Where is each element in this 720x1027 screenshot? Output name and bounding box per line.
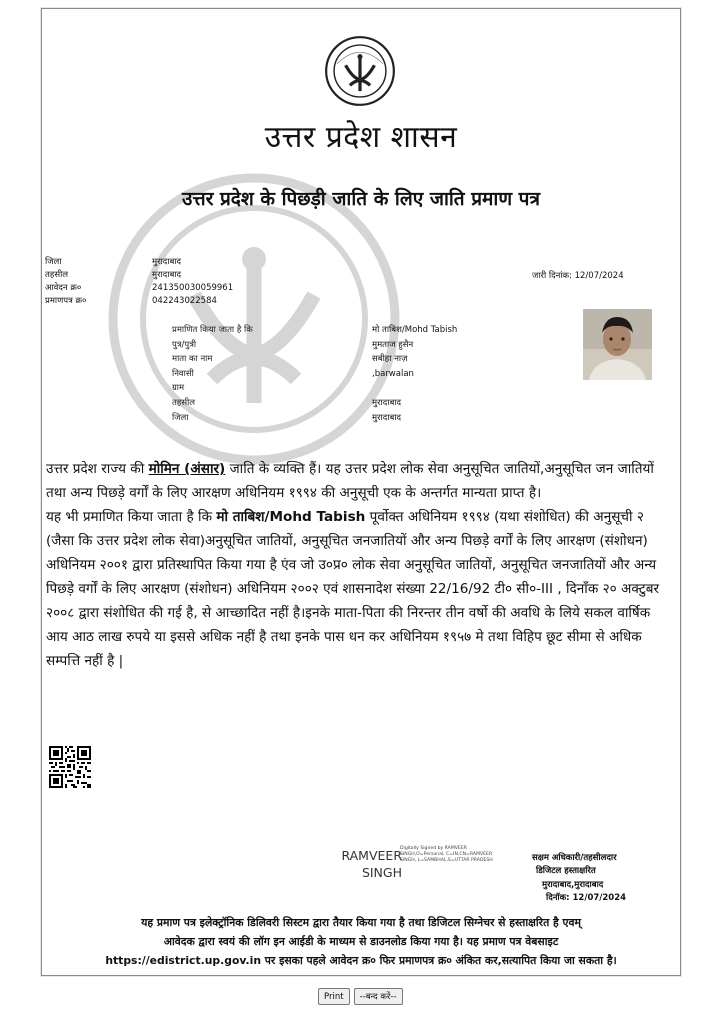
detail-labels — [172, 323, 253, 425]
officer-designation: सक्षम अधिकारी/तहसीलदार — [532, 853, 617, 863]
meta-label-application-no: आवेदन क्र० — [45, 283, 82, 293]
watermark-emblem-icon — [104, 169, 404, 469]
detail-value-mother: सबीहा नाज़ — [372, 354, 408, 365]
body-paragraph-1 — [46, 457, 676, 505]
up-emblem-icon — [324, 35, 396, 107]
body-text: यह भी प्रमाणित किया जाता है कि — [46, 509, 217, 525]
certificate-title: उत्तर प्रदेश के पिछड़ी जाति के लिए जाति प्रमाण पत्र — [182, 188, 540, 210]
body-paragraph-2 — [46, 505, 676, 673]
officer-location: मुरादाबाद,मुरादाबाद — [542, 879, 604, 890]
detail-label: निवासी — [172, 368, 194, 379]
detail-label: प्रमाणित किया जाता है कि — [172, 325, 253, 335]
body-text: पूर्वोक्त अधिनियम १९९४ (यथा संशोधित) की अनुसूची २ (जैसा कि उत्तर प्रदेश लोक सेवा)अनुसूचित जातियों, अनुसूचित जनजातियों और अन्य पिछड़े वर्गों के लिए आरक्षण (संशोधन) अधिनियम २००१ द्वारा प्रतिस्थापित किया गया है एंव जो उ०प्र० लोक सेवा अनुसूचित जातियों, अनुसूचित जनजातियों और अन्य पिछड़े वर्गों के लिए आरक्षण (संशोधन) अधिनियम २००२ एवं शासनादेश संख्या 22/16/92 टी० सी०-III , दिनाँक २० अक्टुबर २००८ द्वारा संशोधित की गई है, से आच्छादित नहीं है।इनके माता-पिता की निरन्तर तीन वर्षो की अवधि के लिये सकल वार्षिक आय आठ लाख रुपये या इससे अधिक नहीं है तथा इनके पास धन कर अधिनियम १९५७ मे तथा विहिप छूट सीमा से अधिक सम्पत्ति नहीं है | — [46, 509, 660, 669]
action-buttons — [318, 988, 403, 1005]
print-button[interactable]: Print — [318, 988, 350, 1005]
qr-code-icon[interactable] — [49, 746, 91, 788]
government-title: उत्तर प्रदेश शासन — [264, 120, 458, 155]
meta-values — [152, 256, 233, 308]
certificate-page — [41, 8, 681, 976]
issue-date: जारी दिनांक: 12/07/2024 — [532, 271, 624, 281]
detail-label: जिला — [172, 412, 189, 423]
meta-value-certificate-no: 042243022584 — [152, 296, 217, 306]
detail-label: तहसील — [172, 397, 196, 408]
detail-value-district: मुरादाबाद — [372, 412, 402, 423]
meta-value-tehsil: मुरादाबाद — [152, 270, 182, 280]
footer-line: https://edistrict.up.gov.in पर इसका पहले आवेदन क्र० फिर प्रमाणपत्र क्र० अंकित कर,सत्यापित किया जा सकता है। — [105, 954, 617, 967]
footer-line: यह प्रमाण पत्र इलेक्ट्रॉनिक डिलिवरी सिस्टम द्वारा तैयार किया गया है तथा डिजिटल सिग्नेचर से हस्ताक्षरित है एवम् — [141, 916, 581, 929]
signer-name — [332, 847, 402, 881]
detail-value-village — [372, 381, 457, 396]
caste-name: मोमिन (अंसार) — [148, 461, 226, 477]
footer-line: आवेदक द्वारा स्वयं की लॉग इन आईडी के माध्यम से डाउनलोड किया गया है। यह प्रमाण पत्र वेबसाइट — [163, 935, 559, 948]
meta-label-district: जिला — [45, 257, 62, 267]
detail-label: माता का नाम — [172, 354, 213, 365]
certificate-body — [46, 457, 676, 673]
detail-value-name: मो ताबिश/Mohd Tabish — [372, 325, 458, 335]
body-text: उत्तर प्रदेश राज्य की — [46, 461, 149, 477]
detail-label: ग्राम — [172, 383, 185, 394]
signer-name-line: SINGH — [361, 865, 402, 880]
detail-label: पुत्र/पुत्री — [172, 339, 197, 350]
detail-value-parent: मुमताज हुसैन — [372, 339, 414, 350]
detail-values — [372, 323, 457, 425]
body-text: जाति के व्यक्ति हैं। यह उत्तर प्रदेश लोक सेवा अनुसूचित जातियों,अनुसूचित जन जातियों तथा अन्य पिछड़े वर्गों के लिए आरक्षण अधिनियम १९९४ की अनुसूची एक के अन्तर्गत मान्यता प्राप्त है। — [46, 461, 654, 501]
officer-date: दिनॉक: 12/07/2024 — [546, 893, 627, 904]
officer-signed: डिजिटल हस्ताक्षरित — [536, 866, 596, 877]
meta-labels — [45, 256, 86, 308]
detail-value-resident: ,barwalan — [372, 368, 414, 379]
meta-value-district: मुरादाबाद — [152, 257, 182, 267]
applicant-name: मो ताबिश/Mohd Tabish — [216, 509, 366, 525]
digital-signature-text: Digitally Signed by RAMVEER SINGH,O=Personal, C=IN,CN=RAMVEER SINGH, L=SAMBHAL,S=UTTAR PRADESH — [400, 846, 493, 863]
signer-name-line: RAMVEER — [341, 848, 402, 863]
close-button[interactable]: --बन्द करें-- — [354, 988, 403, 1005]
meta-label-certificate-no: प्रमाणपत्र क्र० — [45, 296, 87, 306]
meta-value-application-no: 241350030059961 — [152, 283, 234, 293]
footer-note — [42, 913, 680, 970]
meta-label-tehsil: तहसील — [45, 270, 69, 280]
applicant-photo — [583, 309, 652, 380]
detail-value-tehsil: मुरादाबाद — [372, 397, 402, 408]
officer-block — [532, 852, 626, 906]
